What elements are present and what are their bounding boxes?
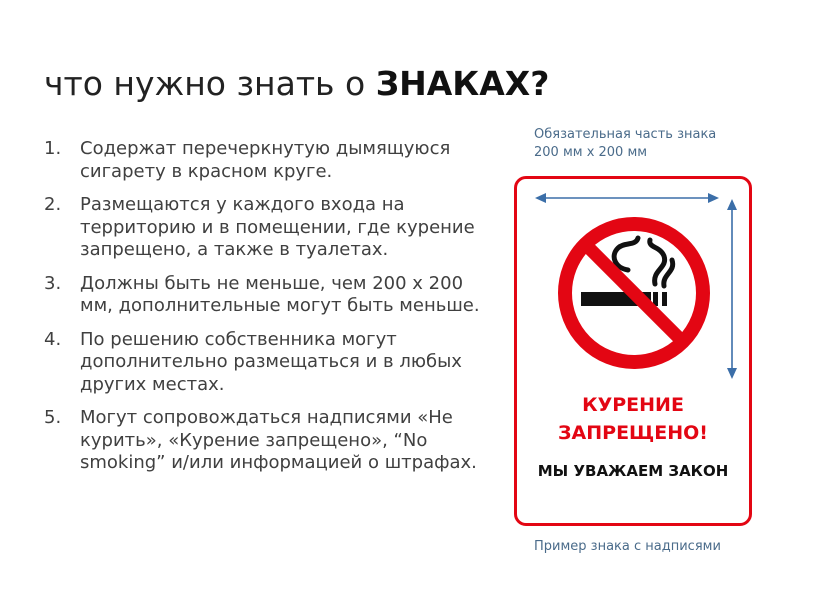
sign-law-text: МЫ УВАЖАЕМ ЗАКОН <box>537 462 729 480</box>
list-item-text: Размещаются у каждого входа на территорию и в помещении, где курение запрещено, а также в туалетах. <box>80 194 475 260</box>
caption-size: 200 мм х 200 мм <box>534 145 648 160</box>
sign-warning-line-1: КУРЕНИЕ <box>582 394 684 416</box>
list-item <box>44 329 484 397</box>
sign-warning-line-2: ЗАПРЕЩЕНО! <box>558 422 708 444</box>
list-item-number: 4. <box>44 328 62 350</box>
list-item-text: По решению собственника могут дополнительно размещаться и в любых других местах. <box>80 328 462 395</box>
page-title <box>44 64 549 103</box>
example-caption: Пример знака с надписями <box>534 539 721 554</box>
title-regular: что нужно знать о <box>44 64 376 103</box>
list-item <box>44 407 484 475</box>
list-item <box>44 138 484 183</box>
list-item-number: 2. <box>44 194 62 215</box>
list-item <box>44 194 484 262</box>
list-item-number: 5. <box>44 407 62 428</box>
list-item-text: Должны быть не меньше, чем 200 х 200 мм, дополнительные могут быть меньше. <box>80 272 480 316</box>
list-item-text: Содержат перечеркнутую дымящуюся сигарету в красном круге. <box>80 138 451 182</box>
title-bold: ЗНАКАХ? <box>375 64 550 103</box>
list-item <box>44 273 484 318</box>
list-item-number: 3. <box>44 272 62 294</box>
list-item-text: Могут сопровождаться надписями «Не курить», «Курение запрещено», “No smoking” и/или информацией о штрафах. <box>80 407 477 473</box>
mandatory-part-caption <box>534 126 716 162</box>
requirements-list <box>44 138 484 486</box>
caption-line: Обязательная часть знака <box>534 127 717 142</box>
list-item-number: 1. <box>44 138 62 159</box>
